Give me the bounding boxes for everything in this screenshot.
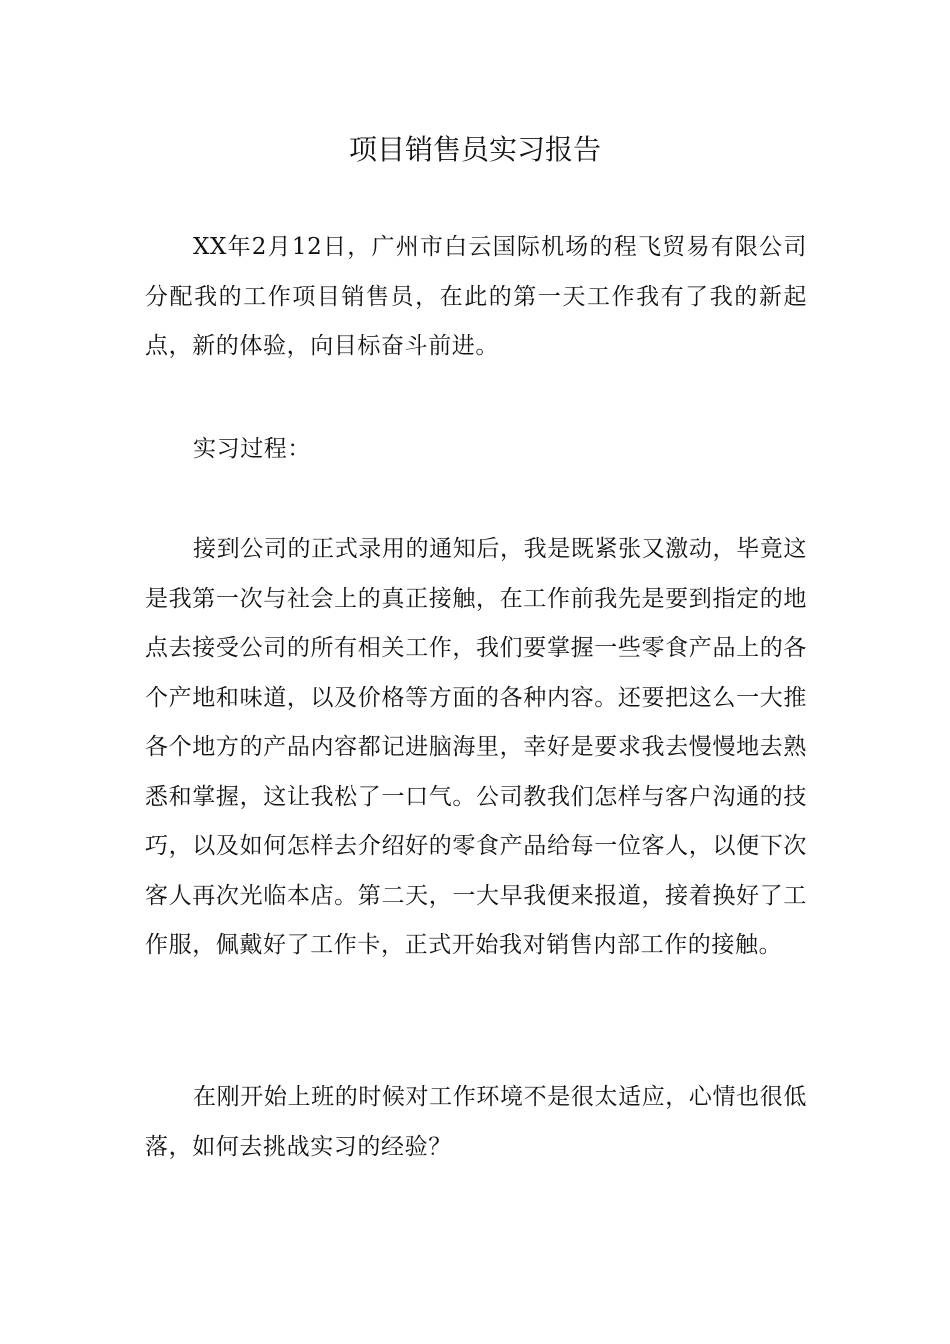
paragraph-intro: XX年2月12日，广州市白云国际机场的程飞贸易有限公司分配我的工作项目销售员，在此的第一天工作我有了我的新起点，新的体验，向目标奋斗前进。 — [145, 234, 807, 359]
document-title: 项目销售员实习报告 — [348, 133, 601, 166]
paragraph-internship-process: 接到公司的正式录用的通知后，我是既紧张又激动，毕竟这是我第一次与社会上的真正接触，在工作前我先是要到指定的地点去接受公司的所有相关工作，我们要掌握一些零食产品上的各个产地和味道，以及价格等方面的各种内容。还要把这么一大推各个地方的产品内容都记进脑海里，幸好是要求我去慢慢地去熟悉和掌握，这让我松了一口气。公司教我们怎样与客户沟通的技巧，以及如何怎样去介绍好的零食产品给每一位客人，以便下次客人再次光临本店。第二天，一大早我便来报道，接着换好了工作服，佩戴好了工作卡，正式开始我对销售内部工作的接触。 — [145, 536, 807, 958]
paragraph-section-heading: 实习过程： — [193, 436, 311, 462]
paragraph-early-days: 在刚开始上班的时候对工作环境不是很太适应，心情也很低落，如何去挑战实习的经验？ — [145, 1084, 807, 1160]
